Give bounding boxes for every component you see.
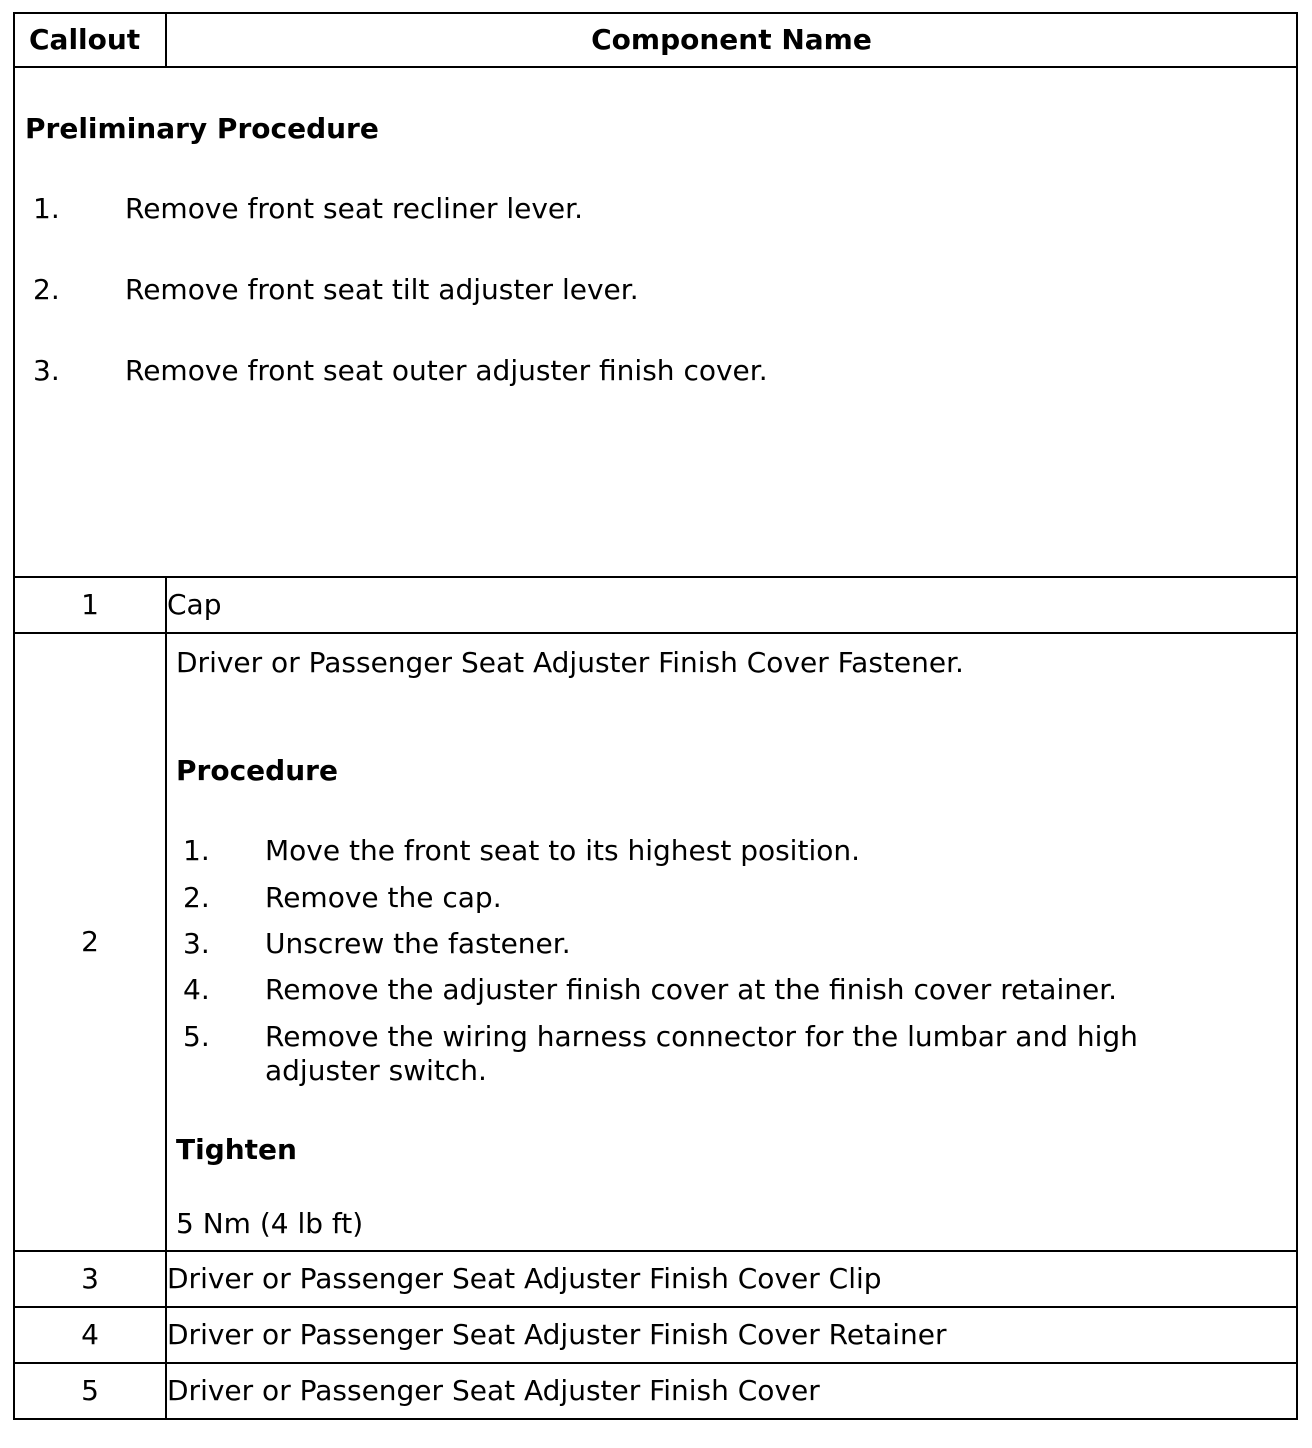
step-number: 1. [33,192,60,225]
table-row [14,577,1297,633]
step-text: Remove front seat tilt adjuster lever. [125,273,639,306]
step-text: Remove the wiring harness connector for the lumbar and high adjuster switch. [265,1020,1138,1087]
component-detail [166,633,1297,1251]
procedure-step [183,834,1195,868]
step-number: 5. [183,1020,210,1053]
procedure-step [183,881,1195,915]
step-number: 1. [183,834,210,867]
component-name: Driver or Passenger Seat Adjuster Finish Cover Retainer [166,1307,1297,1363]
header-callout: Callout [14,13,166,67]
callout-number: 1 [14,577,166,633]
callout-number: 3 [14,1251,166,1307]
tighten-value: 5 Nm (4 lb ft) [176,1207,364,1240]
component-name: Driver or Passenger Seat Adjuster Finish Cover [166,1363,1297,1419]
preliminary-step [33,354,768,388]
table-row [14,1363,1297,1419]
step-text: Move the front seat to its highest position. [265,834,860,867]
procedure-step [183,1020,1195,1088]
table-row [14,1251,1297,1307]
step-number: 4. [183,973,210,1006]
step-text: Remove the cap. [265,881,502,914]
procedure-step [183,973,1195,1007]
procedure-step [183,927,1195,961]
table-row [14,633,1297,1251]
step-text: Remove the adjuster finish cover at the finish cover retainer. [265,973,1118,1006]
preliminary-cell [14,67,1297,577]
preliminary-step [33,273,639,307]
component-name: Cap [166,577,1297,633]
step-number: 2. [33,273,60,306]
step-text: Remove front seat outer adjuster finish cover. [125,354,768,387]
callout-number: 4 [14,1307,166,1363]
tighten-title: Tighten [176,1133,297,1166]
step-text: Unscrew the fastener. [265,927,571,960]
preliminary-title: Preliminary Procedure [25,112,379,145]
preliminary-row [14,67,1297,577]
header-row [14,13,1297,67]
callout-number: 2 [14,633,166,1251]
component-name: Driver or Passenger Seat Adjuster Finish Cover Clip [166,1251,1297,1307]
table-row [14,1307,1297,1363]
component-name: Driver or Passenger Seat Adjuster Finish Cover Fastener. [176,646,964,679]
callout-table [13,12,1298,1420]
step-number: 3. [33,354,60,387]
procedure-title: Procedure [176,754,338,787]
step-number: 3. [183,927,210,960]
step-text: Remove front seat recliner lever. [125,192,583,225]
header-component-name: Component Name [166,13,1297,67]
preliminary-step [33,192,583,226]
step-number: 2. [183,881,210,914]
callout-number: 5 [14,1363,166,1419]
